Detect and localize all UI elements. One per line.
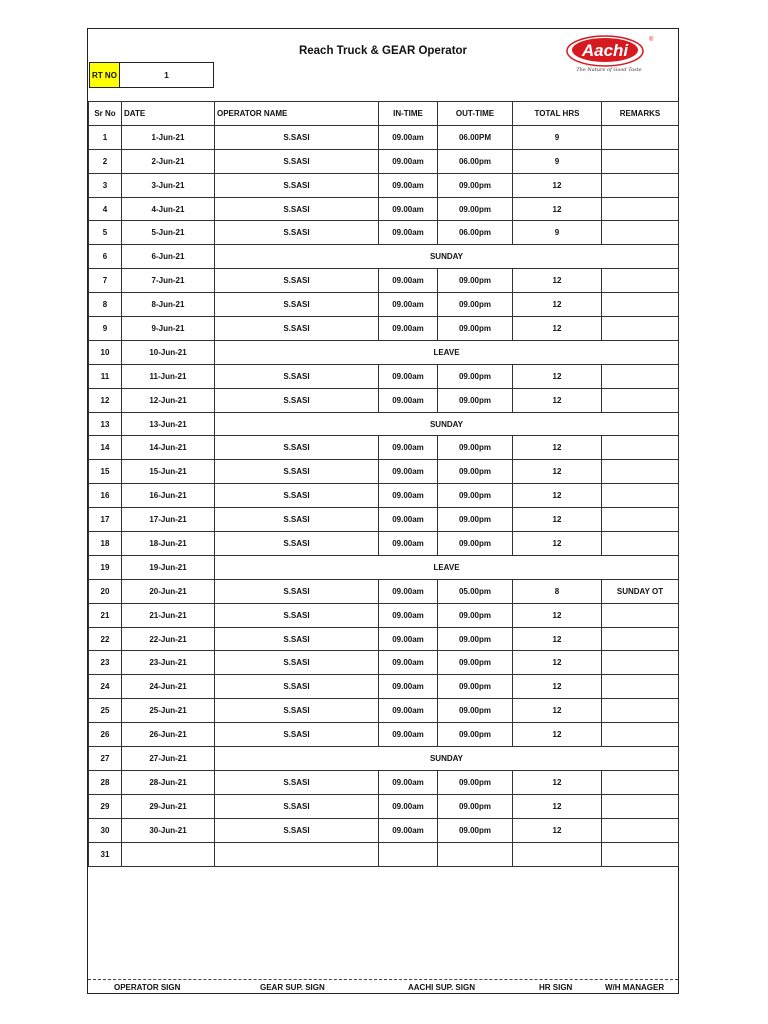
cell-sr-no: 23 (89, 651, 122, 675)
operator-sign-label: OPERATOR SIGN (114, 983, 181, 992)
cell-remarks (602, 842, 679, 866)
cell-total-hrs: 12 (513, 388, 602, 412)
cell-date: 11-Jun-21 (122, 364, 215, 388)
cell-out-time: 06.00pm (438, 221, 513, 245)
cell-date: 4-Jun-21 (122, 197, 215, 221)
cell-out-time: 09.00pm (438, 388, 513, 412)
cell-operator-name: S.SASI (215, 651, 379, 675)
cell-date: 22-Jun-21 (122, 627, 215, 651)
cell-out-time: 09.00pm (438, 818, 513, 842)
cell-total-hrs: 12 (513, 484, 602, 508)
cell-out-time: 09.00pm (438, 651, 513, 675)
timesheet (87, 28, 679, 994)
cell-in-time: 09.00am (379, 651, 438, 675)
cell-sr-no: 5 (89, 221, 122, 245)
cell-operator-name: S.SASI (215, 723, 379, 747)
cell-operator-name: S.SASI (215, 317, 379, 341)
cell-out-time: 09.00pm (438, 460, 513, 484)
cell-date: 25-Jun-21 (122, 699, 215, 723)
cell-out-time: 09.00pm (438, 675, 513, 699)
cell-out-time: 05.00pm (438, 579, 513, 603)
logo-trademark: ® (649, 37, 654, 43)
cell-in-time: 09.00am (379, 484, 438, 508)
cell-out-time: 09.00pm (438, 293, 513, 317)
header-in-time: IN-TIME (379, 102, 438, 126)
table-row (89, 245, 679, 269)
header-out-time: OUT-TIME (438, 102, 513, 126)
cell-total-hrs: 12 (513, 436, 602, 460)
cell-day-status: LEAVE (215, 555, 679, 579)
cell-in-time: 09.00am (379, 603, 438, 627)
cell-date: 30-Jun-21 (122, 818, 215, 842)
cell-date: 24-Jun-21 (122, 675, 215, 699)
table-header-row (89, 102, 679, 126)
cell-sr-no: 12 (89, 388, 122, 412)
cell-remarks (602, 627, 679, 651)
cell-total-hrs: 9 (513, 221, 602, 245)
cell-date: 16-Jun-21 (122, 484, 215, 508)
cell-out-time: 09.00pm (438, 794, 513, 818)
cell-date: 7-Jun-21 (122, 269, 215, 293)
cell-out-time: 09.00pm (438, 508, 513, 532)
aachi-logo (565, 33, 655, 73)
cell-operator-name: S.SASI (215, 125, 379, 149)
cell-total-hrs: 12 (513, 364, 602, 388)
table-row (89, 197, 679, 221)
table-row (89, 699, 679, 723)
cell-in-time: 09.00am (379, 699, 438, 723)
cell-date: 20-Jun-21 (122, 579, 215, 603)
cell-date: 1-Jun-21 (122, 125, 215, 149)
cell-total-hrs: 12 (513, 460, 602, 484)
cell-out-time: 09.00pm (438, 627, 513, 651)
cell-out-time: 09.00pm (438, 173, 513, 197)
cell-remarks (602, 484, 679, 508)
logo-tagline: The Nature of Good Taste (576, 67, 642, 73)
cell-total-hrs: 12 (513, 699, 602, 723)
cell-remarks (602, 770, 679, 794)
cell-total-hrs: 9 (513, 125, 602, 149)
table-row (89, 723, 679, 747)
cell-operator-name: S.SASI (215, 269, 379, 293)
cell-operator-name: S.SASI (215, 173, 379, 197)
table-row (89, 173, 679, 197)
cell-operator-name: S.SASI (215, 293, 379, 317)
cell-remarks: SUNDAY OT (602, 579, 679, 603)
cell-sr-no: 22 (89, 627, 122, 651)
cell-out-time: 09.00pm (438, 484, 513, 508)
cell-total-hrs: 12 (513, 627, 602, 651)
cell-sr-no: 14 (89, 436, 122, 460)
cell-in-time: 09.00am (379, 675, 438, 699)
cell-sr-no: 18 (89, 532, 122, 556)
table-row (89, 340, 679, 364)
gear-sup-sign-label: GEAR SUP. SIGN (260, 983, 325, 992)
cell-total-hrs: 12 (513, 770, 602, 794)
cell-remarks (602, 651, 679, 675)
cell-operator-name: S.SASI (215, 149, 379, 173)
cell-remarks (602, 197, 679, 221)
cell-sr-no: 25 (89, 699, 122, 723)
cell-remarks (602, 269, 679, 293)
cell-remarks (602, 508, 679, 532)
header-date: DATE (122, 102, 215, 126)
cell-date: 14-Jun-21 (122, 436, 215, 460)
cell-in-time: 09.00am (379, 317, 438, 341)
cell-out-time: 06.00PM (438, 125, 513, 149)
cell-date: 12-Jun-21 (122, 388, 215, 412)
cell-in-time: 09.00am (379, 770, 438, 794)
cell-remarks (602, 460, 679, 484)
table-row (89, 818, 679, 842)
cell-sr-no: 8 (89, 293, 122, 317)
wh-manager-label: W/H MANAGER (605, 983, 665, 992)
cell-operator-name: S.SASI (215, 508, 379, 532)
table-row (89, 412, 679, 436)
cell-in-time: 09.00am (379, 293, 438, 317)
rt-no-value: 1 (120, 62, 214, 88)
cell-date: 15-Jun-21 (122, 460, 215, 484)
table-row (89, 675, 679, 699)
cell-operator-name: S.SASI (215, 818, 379, 842)
cell-date: 21-Jun-21 (122, 603, 215, 627)
header-remarks: REMARKS (602, 102, 679, 126)
table-row (89, 770, 679, 794)
cell-in-time: 09.00am (379, 221, 438, 245)
cell-in-time: 09.00am (379, 197, 438, 221)
cell-total-hrs: 12 (513, 532, 602, 556)
table-row (89, 484, 679, 508)
cell-date: 18-Jun-21 (122, 532, 215, 556)
cell-date: 9-Jun-21 (122, 317, 215, 341)
cell-sr-no: 28 (89, 770, 122, 794)
table-row (89, 125, 679, 149)
cell-total-hrs: 12 (513, 269, 602, 293)
cell-out-time: 09.00pm (438, 197, 513, 221)
cell-in-time: 09.00am (379, 627, 438, 651)
cell-in-time: 09.00am (379, 364, 438, 388)
cell-in-time: 09.00am (379, 460, 438, 484)
cell-operator-name: S.SASI (215, 699, 379, 723)
cell-sr-no: 7 (89, 269, 122, 293)
cell-sr-no: 26 (89, 723, 122, 747)
cell-in-time: 09.00am (379, 723, 438, 747)
table-row (89, 747, 679, 771)
table-row (89, 627, 679, 651)
cell-out-time: 09.00pm (438, 770, 513, 794)
cell-day-status: LEAVE (215, 340, 679, 364)
cell-total-hrs: 12 (513, 317, 602, 341)
cell-date: 2-Jun-21 (122, 149, 215, 173)
cell-operator-name: S.SASI (215, 197, 379, 221)
cell-date: 6-Jun-21 (122, 245, 215, 269)
cell-in-time: 09.00am (379, 818, 438, 842)
cell-total-hrs: 8 (513, 579, 602, 603)
cell-sr-no: 29 (89, 794, 122, 818)
cell-total-hrs: 12 (513, 818, 602, 842)
header-total-hrs: TOTAL HRS (513, 102, 602, 126)
cell-remarks (602, 149, 679, 173)
cell-sr-no: 2 (89, 149, 122, 173)
cell-in-time (379, 842, 438, 866)
cell-out-time: 09.00pm (438, 532, 513, 556)
cell-in-time: 09.00am (379, 794, 438, 818)
cell-out-time: 09.00pm (438, 436, 513, 460)
cell-total-hrs: 12 (513, 675, 602, 699)
table-row (89, 269, 679, 293)
cell-date: 5-Jun-21 (122, 221, 215, 245)
cell-date: 26-Jun-21 (122, 723, 215, 747)
aachi-sup-sign-label: AACHI SUP. SIGN (408, 983, 475, 992)
cell-out-time: 09.00pm (438, 723, 513, 747)
table-row (89, 317, 679, 341)
cell-operator-name: S.SASI (215, 675, 379, 699)
cell-sr-no: 6 (89, 245, 122, 269)
cell-date: 13-Jun-21 (122, 412, 215, 436)
cell-day-status: SUNDAY (215, 412, 679, 436)
table-row (89, 221, 679, 245)
cell-remarks (602, 388, 679, 412)
table-row (89, 149, 679, 173)
cell-total-hrs: 12 (513, 293, 602, 317)
cell-date: 28-Jun-21 (122, 770, 215, 794)
cell-operator-name: S.SASI (215, 627, 379, 651)
table-row (89, 532, 679, 556)
cell-sr-no: 4 (89, 197, 122, 221)
cell-remarks (602, 603, 679, 627)
cell-operator-name (215, 842, 379, 866)
cell-remarks (602, 436, 679, 460)
cell-total-hrs: 9 (513, 149, 602, 173)
table-row (89, 651, 679, 675)
table-row (89, 436, 679, 460)
cell-operator-name: S.SASI (215, 532, 379, 556)
cell-out-time: 09.00pm (438, 364, 513, 388)
cell-remarks (602, 532, 679, 556)
cell-sr-no: 17 (89, 508, 122, 532)
cell-day-status: SUNDAY (215, 245, 679, 269)
cell-in-time: 09.00am (379, 436, 438, 460)
cell-sr-no: 11 (89, 364, 122, 388)
cell-total-hrs (513, 842, 602, 866)
table-row (89, 460, 679, 484)
cell-date (122, 842, 215, 866)
cell-remarks (602, 699, 679, 723)
cell-total-hrs: 12 (513, 508, 602, 532)
cell-sr-no: 16 (89, 484, 122, 508)
cell-operator-name: S.SASI (215, 388, 379, 412)
cell-in-time: 09.00am (379, 388, 438, 412)
cell-remarks (602, 364, 679, 388)
cell-sr-no: 20 (89, 579, 122, 603)
cell-sr-no: 3 (89, 173, 122, 197)
cell-in-time: 09.00am (379, 579, 438, 603)
cell-remarks (602, 125, 679, 149)
cell-in-time: 09.00am (379, 508, 438, 532)
cell-operator-name: S.SASI (215, 484, 379, 508)
table-row (89, 364, 679, 388)
table-row (89, 388, 679, 412)
cell-operator-name: S.SASI (215, 436, 379, 460)
cell-in-time: 09.00am (379, 125, 438, 149)
cell-in-time: 09.00am (379, 149, 438, 173)
signature-line (88, 979, 678, 980)
cell-out-time: 09.00pm (438, 317, 513, 341)
cell-date: 8-Jun-21 (122, 293, 215, 317)
cell-out-time: 09.00pm (438, 269, 513, 293)
cell-sr-no: 15 (89, 460, 122, 484)
cell-out-time (438, 842, 513, 866)
cell-sr-no: 13 (89, 412, 122, 436)
cell-total-hrs: 12 (513, 651, 602, 675)
cell-date: 17-Jun-21 (122, 508, 215, 532)
logo-text: Aachi (581, 41, 629, 60)
cell-remarks (602, 794, 679, 818)
cell-remarks (602, 173, 679, 197)
cell-remarks (602, 675, 679, 699)
cell-sr-no: 24 (89, 675, 122, 699)
cell-operator-name: S.SASI (215, 603, 379, 627)
cell-operator-name: S.SASI (215, 364, 379, 388)
cell-sr-no: 31 (89, 842, 122, 866)
hr-sign-label: HR SIGN (539, 983, 573, 992)
attendance-table (88, 101, 679, 867)
sheet-title: Reach Truck & GEAR Operator (298, 45, 468, 57)
table-row (89, 794, 679, 818)
rt-no-label: RT NO (89, 62, 120, 88)
table-row (89, 555, 679, 579)
cell-date: 19-Jun-21 (122, 555, 215, 579)
cell-total-hrs: 12 (513, 794, 602, 818)
table-row (89, 508, 679, 532)
cell-date: 23-Jun-21 (122, 651, 215, 675)
cell-date: 3-Jun-21 (122, 173, 215, 197)
cell-operator-name: S.SASI (215, 794, 379, 818)
cell-sr-no: 10 (89, 340, 122, 364)
header-sr-no: Sr No (89, 102, 122, 126)
cell-date: 10-Jun-21 (122, 340, 215, 364)
cell-date: 29-Jun-21 (122, 794, 215, 818)
header-operator-name: OPERATOR NAME (215, 102, 379, 126)
table-row (89, 603, 679, 627)
cell-out-time: 09.00pm (438, 603, 513, 627)
cell-remarks (602, 317, 679, 341)
cell-in-time: 09.00am (379, 269, 438, 293)
cell-out-time: 09.00pm (438, 699, 513, 723)
cell-sr-no: 30 (89, 818, 122, 842)
cell-total-hrs: 12 (513, 723, 602, 747)
cell-remarks (602, 221, 679, 245)
cell-sr-no: 1 (89, 125, 122, 149)
table-row (89, 579, 679, 603)
signature-row (88, 983, 678, 995)
cell-date: 27-Jun-21 (122, 747, 215, 771)
cell-operator-name: S.SASI (215, 221, 379, 245)
cell-remarks (602, 293, 679, 317)
cell-in-time: 09.00am (379, 532, 438, 556)
cell-remarks (602, 818, 679, 842)
cell-sr-no: 19 (89, 555, 122, 579)
cell-sr-no: 27 (89, 747, 122, 771)
cell-sr-no: 9 (89, 317, 122, 341)
cell-total-hrs: 12 (513, 603, 602, 627)
cell-operator-name: S.SASI (215, 460, 379, 484)
cell-remarks (602, 723, 679, 747)
cell-out-time: 06.00pm (438, 149, 513, 173)
cell-in-time: 09.00am (379, 173, 438, 197)
cell-sr-no: 21 (89, 603, 122, 627)
cell-total-hrs: 12 (513, 197, 602, 221)
cell-day-status: SUNDAY (215, 747, 679, 771)
table-row (89, 842, 679, 866)
table-row (89, 293, 679, 317)
cell-operator-name: S.SASI (215, 770, 379, 794)
cell-total-hrs: 12 (513, 173, 602, 197)
cell-operator-name: S.SASI (215, 579, 379, 603)
